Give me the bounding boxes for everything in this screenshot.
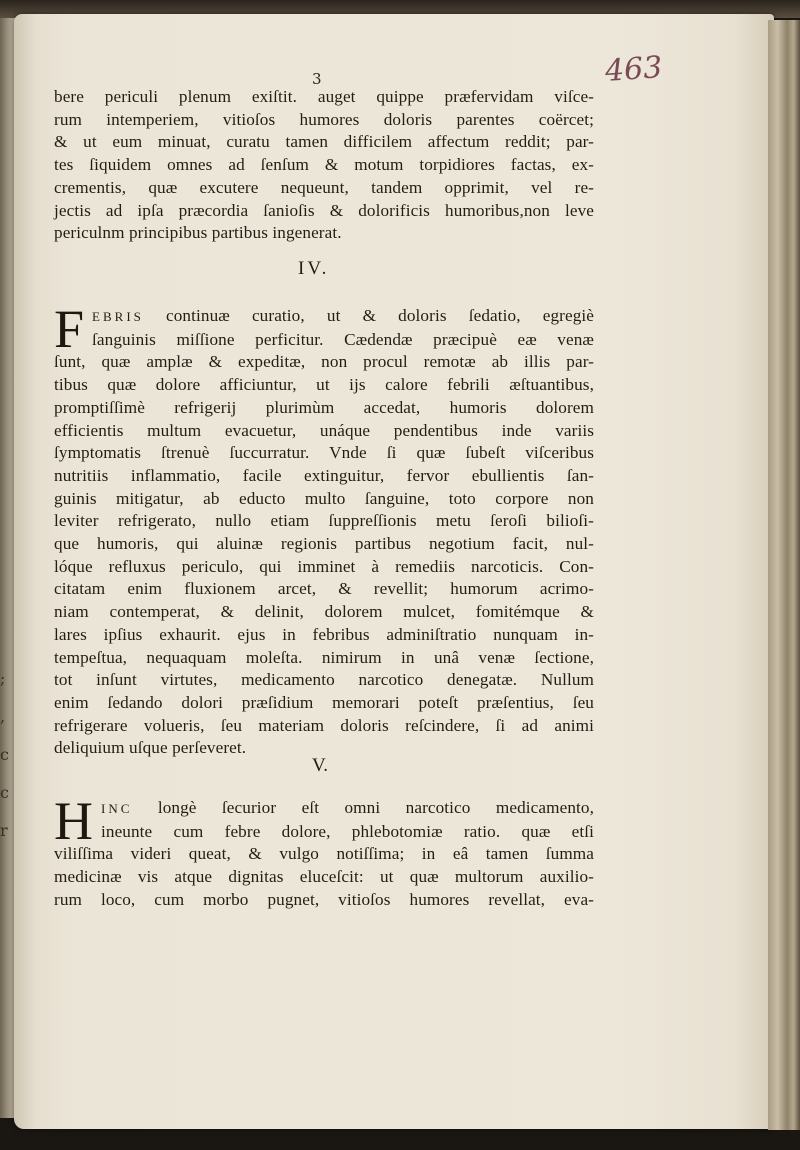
text-line: ineunte cum febre dolore, phlebotomiæ ratio. quæ etſi: [101, 821, 594, 841]
margin-mark: c: [0, 783, 9, 802]
page-stack-edge: [768, 20, 800, 1130]
text-line: promptiſſimè refrigerij plurimùm accedat, humoris dolorem: [54, 397, 594, 417]
text-line: & ut eum minuat, curatu tamen difficilem affectum reddit; par-: [54, 132, 594, 152]
text-line: leviter refrigerato, nullo etiam ſuppreſſionis metu ſeroſi bilioſi-: [54, 511, 594, 531]
text-line: lóque refluxus periculo, qui imminet à remediis narcoticis. Con-: [54, 556, 594, 576]
text-line: crementis, quæ excutere nequeunt, tandem opprimit, vel re-: [54, 177, 594, 197]
text-line: tot inſunt virtutes, medicamento narcotico denegatæ. Nullum: [54, 670, 594, 690]
text-line: niam contemperat, & delinit, dolorem mulcet, fomitémque &: [54, 602, 594, 622]
margin-mark: c: [0, 745, 9, 764]
text-line: ſanguinis miſſione perficitur. Cædendæ præcipuè eæ venæ: [92, 329, 594, 349]
paragraph-1: [54, 86, 594, 245]
text-line: ſymptomatis ſtrenuè ſuccurratur. Vnde ſi quæ ſubeſt viſceribus: [54, 443, 594, 463]
drop-cap-f: F: [54, 299, 85, 359]
first-word-small-caps: INC: [101, 801, 133, 816]
text-line: viliſſima videri queat, & vulgo notiſſima; in eâ tamen ſumma: [54, 844, 594, 864]
drop-cap-h: H: [54, 791, 93, 851]
text-line: tibus quæ dolore afficiuntur, ut ijs calore febrili æſtuantibus,: [54, 375, 594, 395]
margin-mark: ,: [0, 707, 6, 726]
margin-mark: r: [0, 821, 8, 840]
text-line: periculnm principibus partibus ingenerat.: [54, 223, 342, 243]
text-line: lares ipſius exhaurit. ejus in febribus adminiſtratio nunquam in-: [54, 624, 594, 644]
text-line: jectis ad ipſa præcordia ſanioſis & dolorificis humoribus,non leve: [54, 200, 594, 220]
folio-number: 463: [603, 50, 664, 89]
paragraph-2: [54, 299, 594, 760]
text-line: longè ſecurior eſt omni narcotico medicamento,: [132, 798, 594, 817]
text-line: medicinæ vis atque dignitas eluceſcit: ut quæ multorum auxilio-: [54, 867, 594, 887]
text-line: deliquium uſque perſeveret.: [54, 738, 247, 758]
text-line: citatam enim fluxionem arcet, & revellit; humorum acrimo-: [54, 579, 594, 599]
text-line: continuæ curatio, ut & doloris ſedatio, egregiè: [143, 306, 594, 325]
text-line: ſunt, quæ amplæ & expeditæ, non procul remotæ ab illis par-: [54, 352, 594, 372]
text-line: bere periculi plenum exiſtit. auget quippe præfervidam viſce-: [54, 87, 594, 106]
signature-mark: 3: [312, 70, 322, 88]
text-line: guinis mitigatur, ab educto multo ſanguine, toto corpore non: [54, 488, 594, 508]
text-line: nutritiis inflammatio, facile extinguitur, fervor ebullientis ſan-: [54, 465, 594, 485]
text-line: refrigerare volueris, ſeu materiam doloris reſcindere, ſi ad animi: [54, 715, 594, 735]
section-heading-v: V.: [312, 755, 329, 776]
facing-page-margin-marks: [0, 660, 14, 850]
text-line: rum loco, cum morbo pugnet, vitioſos humores revellat, eva-: [54, 889, 594, 909]
section-heading-iv: IV.: [298, 258, 330, 279]
text-line: rum intemperiem, vitioſos humores doloris parentes coërcet;: [54, 109, 594, 129]
first-word-small-caps: EBRIS: [92, 309, 144, 324]
text-line: tempeſtua, nequaquam moleſta. nimirum in unâ venæ ſectione,: [54, 647, 594, 667]
text-line: enim ſedando dolori præſidium memorari poteſt præſentius, ſeu: [54, 692, 594, 712]
margin-mark: ;: [0, 669, 6, 688]
text-line: tes ſiquidem omnes ad ſenſum & motum torpidiores factas, ex-: [54, 155, 594, 175]
text-line: que humoris, qui aluinæ regionis partibus negotium facit, nul-: [54, 534, 594, 554]
paragraph-3: [54, 791, 594, 912]
text-line: efficientis multum evacuetur, unáque pendentibus inde variis: [54, 420, 594, 440]
